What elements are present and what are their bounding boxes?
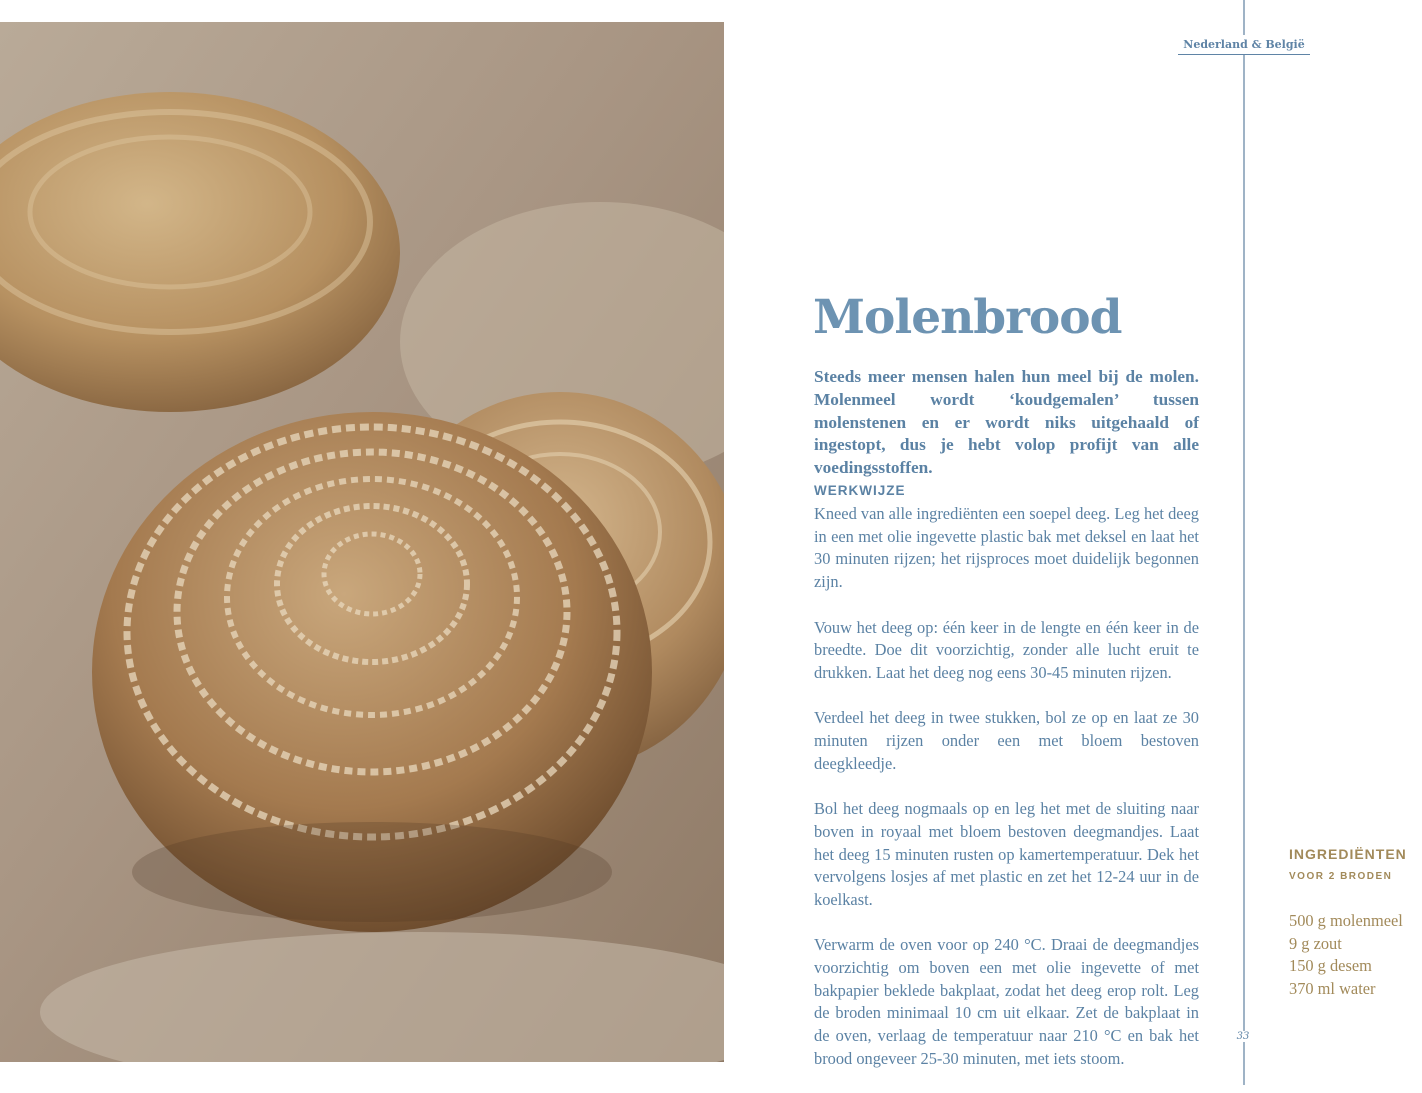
- method-step: Vouw het deeg op: één keer in de lengte en één keer in de breedte. Doe dit voorzichtig, zonder alle lucht eruit te drukken. Laat het deeg nog eens 30-45 minuten rijzen.: [814, 617, 1199, 682]
- method-steps: [814, 503, 1199, 1093]
- ingredients-serving: VOOR 2 BRODEN: [1289, 871, 1393, 882]
- method-step: Kneed van alle ingrediënten een soepel deeg. Leg het deeg in een met olie ingevette plastic bak met deksel en laat het 30 minuten rijzen; het rijsproces moet duidelijk begonnen zijn.: [814, 504, 1200, 592]
- ingredient-item: 500 g molenmeel: [1289, 911, 1403, 930]
- ingredients-list: [1289, 910, 1403, 1001]
- ingredient-item: 370 ml water: [1289, 979, 1376, 999]
- method-step: Verwarm de oven voor op 240 °C. Draai de deegmandjes voorzichtig om boven een met olie ingevette of met bakpapier beklede bakplaat, zodat het deeg erop rolt. Leg de broden minimaal 10 cm uit elkaar. Zet de bakplaat in de oven, verlaag de temperatuur naar 210 °C en bak het brood ongeveer 25-30 minuten, met iets stoom.: [814, 935, 1199, 1068]
- ingredient-item: 150 g desem: [1289, 956, 1372, 976]
- recipe-title: Molenbrood: [813, 290, 1122, 345]
- recipe-intro: Steeds meer mensen halen hun meel bij de molen. Molenmeel wordt ‘koudgemalen’ tussen molenstenen en er wordt niks uitgehaald of ingestopt, dus je hebt volop profijt van alle voedingsstoffen.: [814, 367, 1199, 478]
- page-number: 33: [1231, 1031, 1255, 1042]
- bread-photo: [0, 22, 724, 1062]
- ingredient-item: 9 g zout: [1289, 933, 1342, 953]
- method-step: Bol het deeg nogmaals op en leg het met de sluiting naar boven in royaal met bloem bestoven deegmandjes. Laat het deeg 15 minuten rusten op kamertemperatuur. Dek het vervolgens losjes af met plastic en zet het 12-24 uur in de koelkast.: [814, 799, 1199, 909]
- region-label: Nederland & België: [1178, 35, 1310, 55]
- ingredients-heading: INGREDIËNTEN: [1289, 846, 1407, 862]
- method-heading: WERKWIJZE: [814, 483, 906, 498]
- vertical-rule: [1243, 0, 1245, 1085]
- method-step: Verdeel het deeg in twee stukken, bol ze op en laat ze 30 minuten rijzen onder een met bloem bestoven deegkleedje.: [814, 708, 1199, 773]
